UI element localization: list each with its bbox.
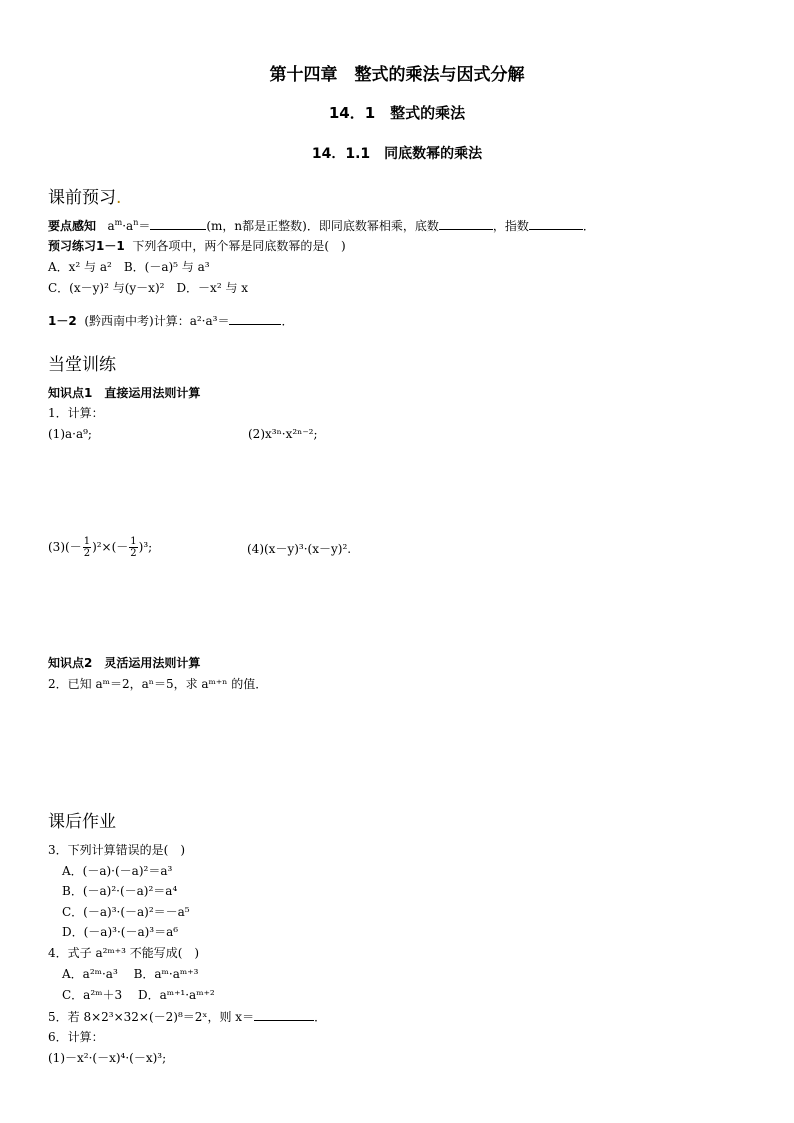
question-1-part-2: (2)x³ⁿ·x²ⁿ⁻²; bbox=[248, 427, 318, 441]
exercise-1-1-options-cd: C．(x－y)² 与(y－x)² D．－x² 与 x bbox=[48, 281, 249, 295]
practice-heading: 当堂训练 bbox=[48, 355, 116, 375]
answer-blank[interactable] bbox=[229, 312, 281, 325]
chapter-title: 第十四章 整式的乘法与因式分解 bbox=[269, 65, 525, 85]
question-3-option-c: C．(－a)³·(－a)²＝－a⁵ bbox=[62, 905, 190, 919]
question-4-options-cd: C．a²ᵐ＋3 D．aᵐ⁺¹·aᵐ⁺² bbox=[62, 988, 215, 1002]
fraction-half: $\frac{1}{2}$ bbox=[130, 536, 137, 559]
question-1-part-3: (3)(－ $\frac{1}{2}$ )²×(－ $\frac{1}{2}$ )³; bbox=[48, 536, 153, 559]
exercise-1-1-options-ab: A．x² 与 a² B．(－a)⁵ 与 a³ bbox=[48, 260, 210, 274]
homework-heading: 课后作业 bbox=[48, 812, 116, 832]
answer-blank[interactable] bbox=[150, 217, 206, 230]
question-3: 3．下列计算错误的是( ) bbox=[48, 843, 185, 857]
question-3-option-b: B．(－a)²·(－a)²＝a⁴ bbox=[62, 884, 178, 898]
answer-blank[interactable] bbox=[439, 217, 493, 230]
knowledge-point-2: 知识点2 灵活运用法则计算 bbox=[48, 656, 201, 670]
question-3-option-a: A．(－a)·(－a)²＝a³ bbox=[62, 864, 173, 878]
question-6: 6．计算： bbox=[48, 1030, 104, 1044]
question-4-options-ab: A．a²ᵐ·a³ B．aᵐ·aᵐ⁺³ bbox=[62, 967, 199, 981]
question-6-part-1: (1)－x²·(－x)⁴·(－x)³; bbox=[48, 1051, 167, 1065]
key-points-line: 要点感知 $a^m\cdot a^n= (m$，n都是正整数)．即同底数幂相乘，底数 ，指数 ． bbox=[48, 218, 595, 233]
exercise-1-2: 1－2 (黔西南中考)计算：a²·a³＝ ． bbox=[48, 314, 294, 328]
exercise-1-1: 预习练习1－1 下列各项中，两个幂是同底数幂的是( ) bbox=[48, 239, 346, 253]
preview-heading: 课前预习. bbox=[48, 188, 122, 208]
question-1: 1．计算： bbox=[48, 406, 104, 420]
section-title: 14．1 整式的乘法 bbox=[328, 104, 466, 122]
answer-blank[interactable] bbox=[529, 217, 583, 230]
question-4: 4．式子 a²ᵐ⁺³ 不能写成( ) bbox=[48, 946, 200, 960]
question-2: 2．已知 aᵐ＝2，aⁿ＝5，求 aᵐ⁺ⁿ 的值． bbox=[48, 677, 268, 691]
question-3-option-d: D．(－a)³·(－a)³＝a⁶ bbox=[62, 925, 179, 939]
subsection-title: 14．1.1 同底数幂的乘法 bbox=[311, 146, 483, 162]
answer-blank[interactable] bbox=[254, 1008, 314, 1021]
fraction-half: $\frac{1}{2}$ bbox=[83, 536, 91, 559]
question-5: 5．若 8×2³×32×(－2)⁸＝2ˣ，则 x＝ ． bbox=[48, 1010, 327, 1024]
question-1-part-4: (4)(x－y)³·(x－y)². bbox=[247, 542, 352, 556]
knowledge-point-1: 知识点1 直接运用法则计算 bbox=[48, 386, 201, 400]
question-1-part-1: (1)a·a⁹; bbox=[48, 427, 92, 441]
